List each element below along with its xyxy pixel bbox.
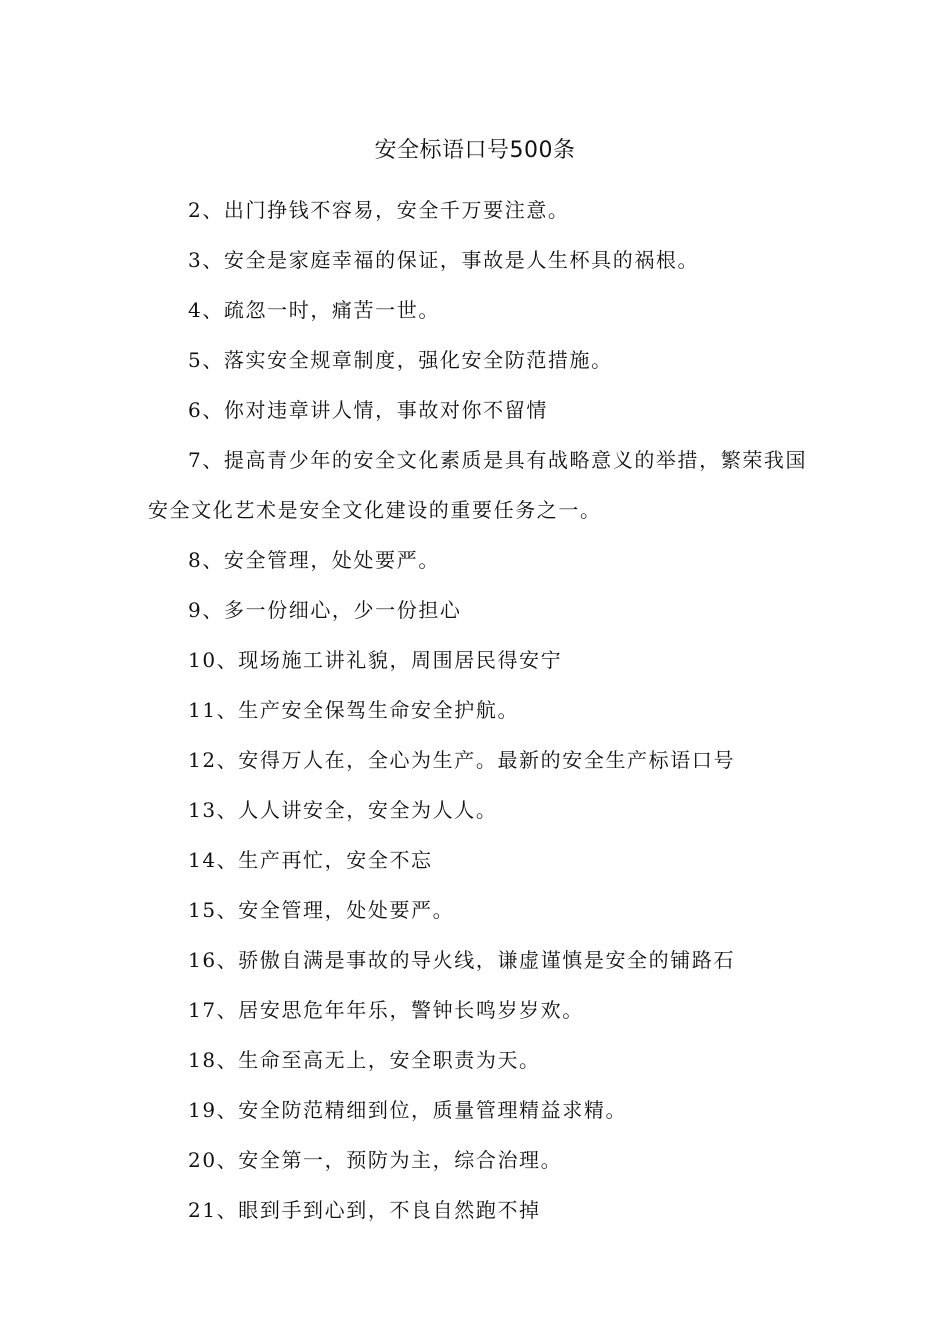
list-item: 5、落实安全规章制度，强化安全防范措施。	[188, 348, 613, 372]
list-item: 2、出门挣钱不容易，安全千万要注意。	[188, 198, 570, 222]
list-item: 16、骄傲自满是事故的导火线，谦虚谨慎是安全的铺路石	[188, 948, 736, 972]
document-title: 安全标语口号500条	[374, 138, 576, 163]
list-item: 8、安全管理，处处要严。	[188, 548, 440, 572]
list-item: 4、疏忽一时，痛苦一世。	[188, 298, 440, 322]
list-item: 7、提高青少年的安全文化素质是具有战略意义的举措，繁荣我国安全文化艺术是安全文化建设的重要任务之一。	[148, 448, 808, 522]
list-item: 13、人人讲安全，安全为人人。	[188, 798, 498, 822]
list-item: 17、居安思危年年乐，警钟长鸣岁岁欢。	[188, 998, 584, 1022]
list-item: 20、安全第一，预防为主，综合治理。	[188, 1148, 563, 1172]
list-item: 6、你对违章讲人情，事故对你不留情	[188, 398, 548, 422]
list-item: 14、生产再忙，安全不忘	[188, 848, 433, 872]
list-item: 11、生产安全保驾生命安全护航。	[188, 698, 520, 722]
list-item: 21、眼到手到心到，不良自然跑不掉	[188, 1198, 541, 1222]
list-item: 19、安全防范精细到位，质量管理精益求精。	[188, 1098, 628, 1122]
list-item: 18、生命至高无上，安全职责为天。	[188, 1048, 541, 1072]
list-item: 10、现场施工讲礼貌，周围居民得安宁	[188, 648, 563, 672]
list-item: 3、安全是家庭幸福的保证，事故是人生杯具的祸根。	[188, 248, 700, 272]
list-item: 12、安得万人在，全心为生产。最新的安全生产标语口号	[188, 748, 736, 772]
slogan-list	[148, 185, 808, 1235]
list-item: 9、多一份细心，少一份担心	[188, 598, 462, 622]
list-item: 15、安全管理，处处要严。	[188, 898, 455, 922]
